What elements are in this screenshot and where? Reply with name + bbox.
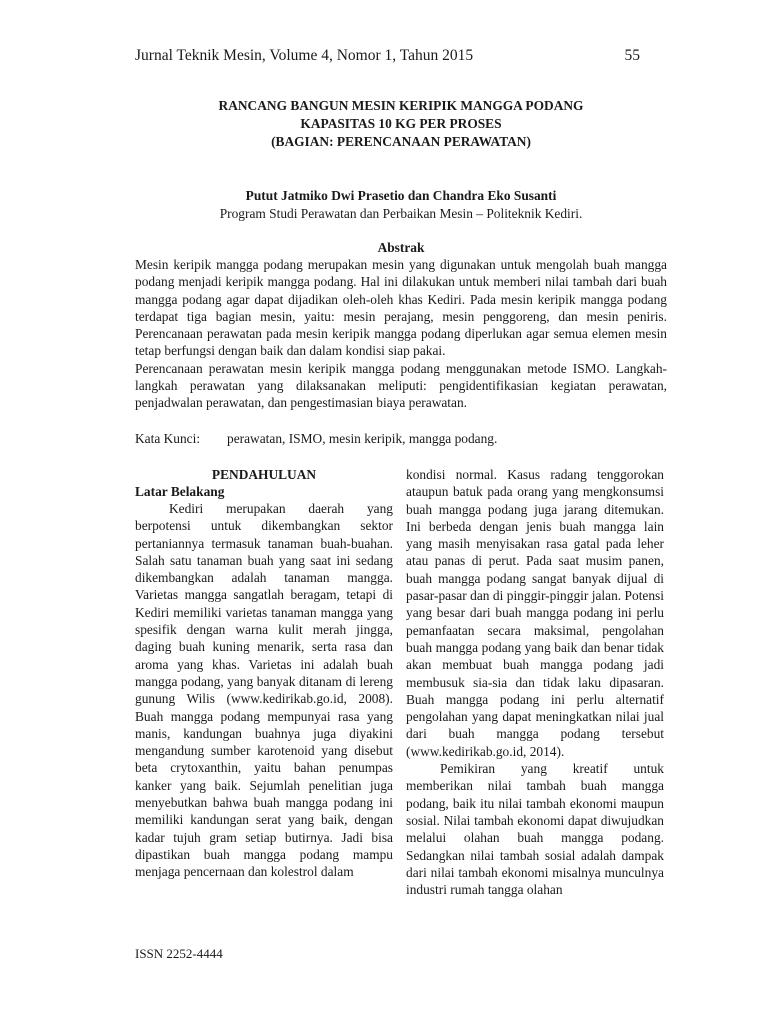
keywords-label: Kata Kunci: xyxy=(135,431,201,446)
keywords xyxy=(135,430,667,448)
journal-citation: Jurnal Teknik Mesin, Volume 4, Nomor 1, Tahun 2015 xyxy=(135,47,474,64)
title-line-3: (BAGIAN: PERENCANAAN PERAWATAN) xyxy=(271,134,531,149)
body-paragraph: Kediri merupakan daerah yang berpotensi untuk dikembangkan sektor pertaniannya termasuk tanaman buah-buahan. Salah satu tanaman buah yang saat ini sedang dikembangkan adalah tanaman mangga. Varietas mangga sangatlah beragam, tetapi di Kediri memiliki varietas tanaman mangga yang spesifik dengan warna kulit merah jingga, daging buah kuning menarik, serta rasa dan aroma yang khas. Varietas ini adalah buah mangga podang, yang banyak ditanam di lereng gunung Wilis (www.kedirikab.go.id, 2008). Buah mangga podang mempunyai rasa yang manis, kandungan buahnya juga diyakini mengandung sumber karotenoid yang disebut beta crytoxanthin, yaitu bahan penumpas kanker yang baik. Sejumlah penelitian juga menyebutkan bahwa buah mangga podang ini memiliki kandungan serat yang baik, dengan kadar tujuh gram setiap butirnya. Jadi bisa dipastikan buah mangga podang mampu menjaga pencernaan dan kolestrol dalam xyxy=(135,501,393,880)
subsection-title: Latar Belakang xyxy=(135,484,225,499)
body-paragraph: Pemikiran yang kreatif untuk memberikan nilai tambah buah mangga podang, baik itu nilai tambah ekonomi maupun sosial. Nilai tambah ekonomi dapat diwujudkan melalui olahan buah mangga podang. Sedangkan nilai tambah sosial adalah dampak dari nilai tambah ekonomi misalnya munculnya industri rumah tangga olahan xyxy=(406,761,664,898)
title-line-1: RANCANG BANGUN MESIN KERIPIK MANGGA PODANG xyxy=(218,98,584,113)
keywords-value: perawatan, ISMO, mesin keripik, mangga podang. xyxy=(227,431,498,446)
page-number: 55 xyxy=(624,47,640,64)
left-column xyxy=(135,466,393,881)
affiliation: Program Studi Perawatan dan Perbaikan Mesin – Politeknik Kediri. xyxy=(219,206,583,221)
section-title: PENDAHULUAN xyxy=(211,467,317,482)
abstract xyxy=(135,256,667,412)
authors: Putut Jatmiko Dwi Prasetio dan Chandra Eko Susanti xyxy=(245,188,557,203)
body-paragraph: kondisi normal. Kasus radang tenggorokan ataupun batuk pada orang yang mengkonsumsi buah mangga podang juga jarang ditemukan. Ini berbeda dengan jenis buah mangga lain yang masih menyisakan rasa gatal pada leher atau panas di perut. Pada saat musim panen, buah mangga podang sangat banyak dijual di pasar-pasar dan di pinggir-pinggir jalan. Potensi yang besar dari buah mangga podang ini perlu pemanfaatan secara maksimal, pengolahan buah mangga podang yang baik dan benar tidak akan membuat buah mangga podang jadi membusuk sia-sia dan tidak laku dipasaran. Buah mangga podang ini perlu alternatif pengolahan yang dapat meningkatkan nilai jual dari buah mangga podang tersebut (www.kedirikab.go.id, 2014). xyxy=(406,467,664,759)
abstract-heading: Abstrak xyxy=(377,240,425,255)
right-column xyxy=(406,466,664,898)
paper-title xyxy=(135,97,667,151)
running-header xyxy=(135,46,640,66)
abstract-paragraph-2: Perencanaan perawatan mesin keripik mangga podang menggunakan metode ISMO. Langkah-langkah perawatan yang dilaksanakan meliputi: pengidentifikasian kegiatan perawatan, penjadwalan perawatan, dan pengestimasian biaya perawatan. xyxy=(135,360,667,411)
title-line-2: KAPASITAS 10 KG PER PROSES xyxy=(300,116,502,131)
abstract-paragraph-1: Mesin keripik mangga podang merupakan mesin yang digunakan untuk mengolah buah mangga podang menjadi keripik mangga podang. Hal ini dilakukan untuk memberi nilai tambah dari buah mangga podang agar dapat dijadikan oleh-oleh khas Kediri. Pada mesin keripik mangga podang terdapat tiga bagian mesin, yaitu: mesin perajang, mesin penggoreng, dan mesin peniris. Perencanaan perawatan pada mesin keripik mangga podang diperlukan agar semua elemen mesin tetap berfungsi dengan baik dan dalam kondisi siap pakai. xyxy=(135,257,667,359)
issn-footer: ISSN 2252-4444 xyxy=(135,946,223,961)
